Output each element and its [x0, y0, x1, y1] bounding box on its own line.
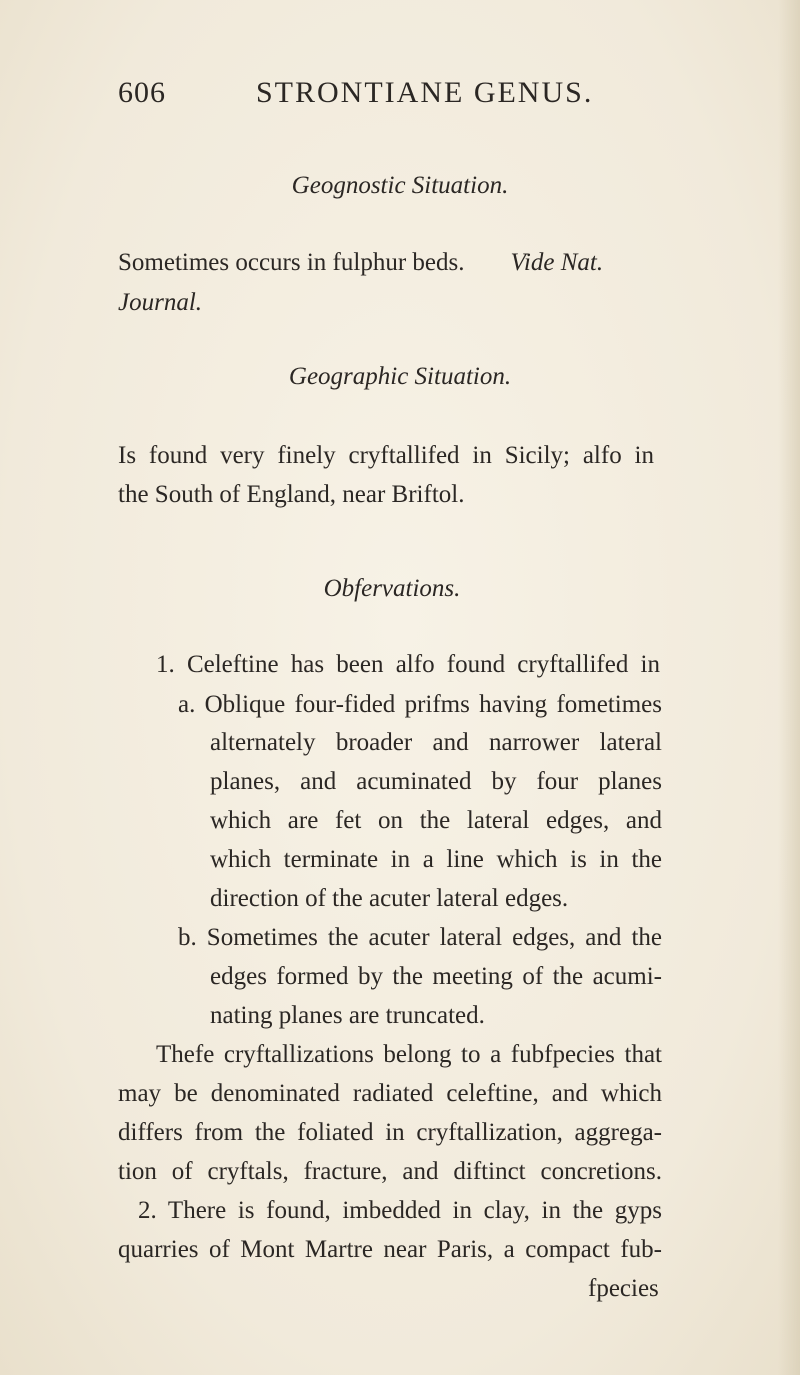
observation-line: Thefe cryftallizations belong to a fubfpecies that — [156, 1042, 662, 1068]
geognostic-text: Sometimes occurs in fulphur beds. — [118, 249, 465, 276]
observations-heading: Obfervations. — [323, 575, 461, 602]
observation-line: which terminate in a line which is in the — [210, 847, 662, 873]
observation-line: nating planes are truncated. — [210, 1002, 485, 1029]
observation-line: planes, and acuminated by four planes — [210, 769, 662, 795]
geographic-line-2: the South of England, near Briftol. — [118, 481, 465, 508]
observation-line: alternately broader and narrower lateral — [210, 730, 662, 756]
page-number: 606 — [118, 76, 166, 109]
running-head — [118, 76, 638, 120]
observation-line: edges formed by the meeting of the acumi- — [210, 964, 662, 990]
observation-line: direction of the acuter lateral edges. — [210, 885, 569, 912]
observation-line: tion of cryftals, fracture, and diftinct concretions. — [118, 1159, 662, 1185]
observation-line: may be denominated radiated celeftine, and which — [118, 1081, 662, 1107]
running-head-title: STRONTIANE GENUS. — [256, 76, 594, 109]
catchword: fpecies — [588, 1275, 659, 1302]
observation-line: b. Sometimes the acuter lateral edges, and the — [178, 925, 662, 951]
page-edge-shadow — [778, 0, 800, 1375]
observation-line: which are fet on the lateral edges, and — [210, 808, 662, 834]
geognostic-reference: Vide Nat. — [510, 249, 604, 276]
observation-line: a. Oblique four-fided prifms having fometimes — [178, 692, 662, 718]
geognostic-reference-line-2: Journal. — [118, 289, 203, 316]
observation-line: 2. There is found, imbedded in clay, in the gyps — [138, 1198, 662, 1224]
observation-line: 1. Celeftine has been alfo found cryftallifed in — [156, 652, 660, 678]
observation-line: differs from the foliated in cryftallization, aggrega- — [118, 1120, 662, 1146]
geographic-line-1: Is found very finely cryftallifed in Sicily; alfo in — [118, 443, 654, 469]
observation-line: quarries of Mont Martre near Paris, a compact fub- — [118, 1237, 662, 1263]
geognostic-text-line-1 — [118, 250, 603, 275]
geognostic-heading: Geognostic Situation. — [291, 172, 509, 199]
geographic-heading: Geographic Situation. — [288, 363, 512, 390]
